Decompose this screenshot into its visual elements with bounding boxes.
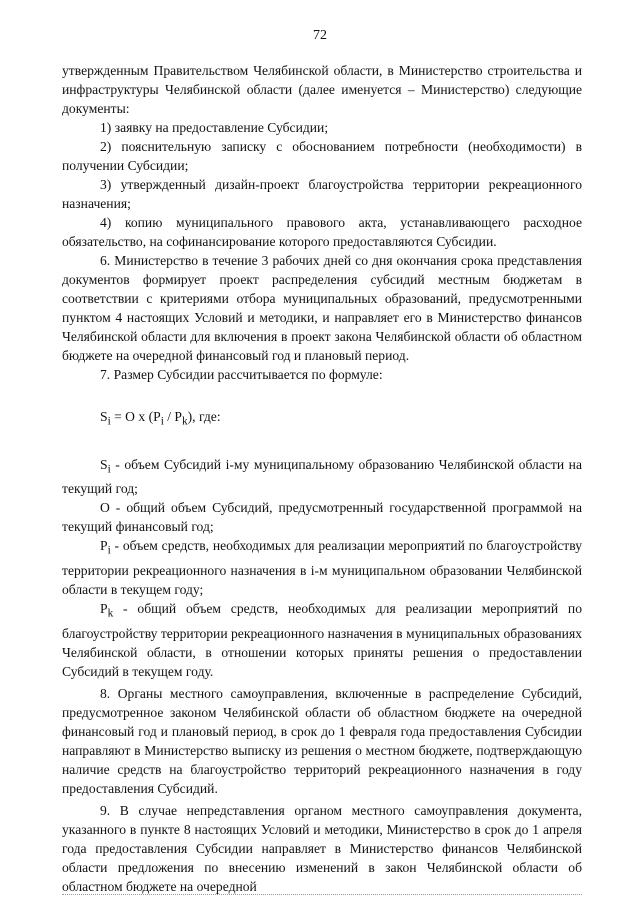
page-number: 72 (313, 28, 327, 43)
document-body (62, 61, 582, 896)
paragraph-7: 7. Размер Субсидии рассчитывается по формуле: (100, 367, 383, 382)
list-item-3: 3) утвержденный дизайн-проект благоустройства территории рекреационного назначения; (62, 177, 582, 211)
definition-pk (62, 599, 582, 681)
definition-pi (62, 536, 582, 599)
formula-slash: / P (163, 409, 182, 424)
formula (62, 407, 582, 432)
footer-divider (62, 894, 582, 895)
formula-tail: ), где: (187, 409, 221, 424)
list-item-2: 2) пояснительную записку с обоснованием потребности (необходимости) в получении Субсидии; (62, 139, 582, 173)
formula-s-sub: i (107, 415, 111, 428)
formula-pi-sub: i (160, 415, 164, 428)
def-pi-sub: i (107, 545, 111, 558)
formula-s: S (100, 409, 108, 424)
def-si-sub: i (107, 463, 111, 476)
list-item-4: 4) копию муниципального правового акта, устанавливающего расходное обязательство, на софинансирование которого предоставляются Субсидии. (62, 215, 582, 249)
def-pk-sub: k (107, 607, 114, 620)
paragraph-9: 9. В случае непредставления органом местного самоуправления документа, указанного в пункте 8 настоящих Условий и методики, Министерство в срок до 1 апреля года предоставления Субсидии направляет в Министерство финансов Челябинской области предложения по внесению изменений в закон Челябинской области об областном бюджете на очередной (62, 802, 582, 894)
def-pi-symbol: P (100, 538, 108, 554)
definition-si (62, 455, 582, 499)
paragraph-6: 6. Министерство в течение 3 рабочих дней со дня окончания срока представления документов формирует проект распределения субсидий местным бюджетам в соответствии с критериями отбора муниципальных образований, предусмотренными пунктом 4 настоящих Условий и методики, и направляет его в Министерство финансов Челябинской области для включения в проект закона Челябинской области об областном бюджете на очередной финансовый год и плановый период. (62, 253, 582, 363)
definition-o: О - общий объем Субсидий, предусмотренный государственной программой на текущий финансовый год; (62, 500, 582, 535)
formula-pk-sub: k (181, 415, 188, 428)
def-pk-symbol: P (100, 601, 108, 617)
def-si-text: - объем Субсидий i-му муниципальному образованию Челябинской области на текущий год; (62, 456, 582, 497)
def-si-symbol: S (100, 456, 108, 472)
def-pi-text: - объем средств, необходимых для реализации мероприятий по благоустройству территории рекреационного назначения в i-м муниципальном образовании Челябинской области в текущем году; (62, 538, 582, 598)
def-pk-text: - общий объем средств, необходимых для реализации мероприятий по благоустройству территории рекреационного назначения в муниципальных образованиях Челябинской области, в отношении которых приняты решения о предоставлении Субсидий в текущем году. (62, 601, 582, 679)
list-item-1: 1) заявку на предоставление Субсидии; (100, 120, 329, 135)
paragraph-8: 8. Органы местного самоуправления, включенные в распределение Субсидий, предусмотренное законом Челябинской области об областном бюджете на очередной финансовый год и плановый период, в срок до 1 февраля года предоставления Субсидии направляют в Министерство выписку из решения о местном бюджете, подтверждающую наличие средств на благоустройство территорий рекреационного назначения в году предоставления Субсидий. (62, 685, 582, 796)
formula-mid: = O x (P (110, 409, 161, 424)
paragraph-intro: утвержденным Правительством Челябинской области, в Министерство строительства и инфраструктуры Челябинской области (далее именуется – Министерство) следующие документы: (62, 63, 582, 116)
